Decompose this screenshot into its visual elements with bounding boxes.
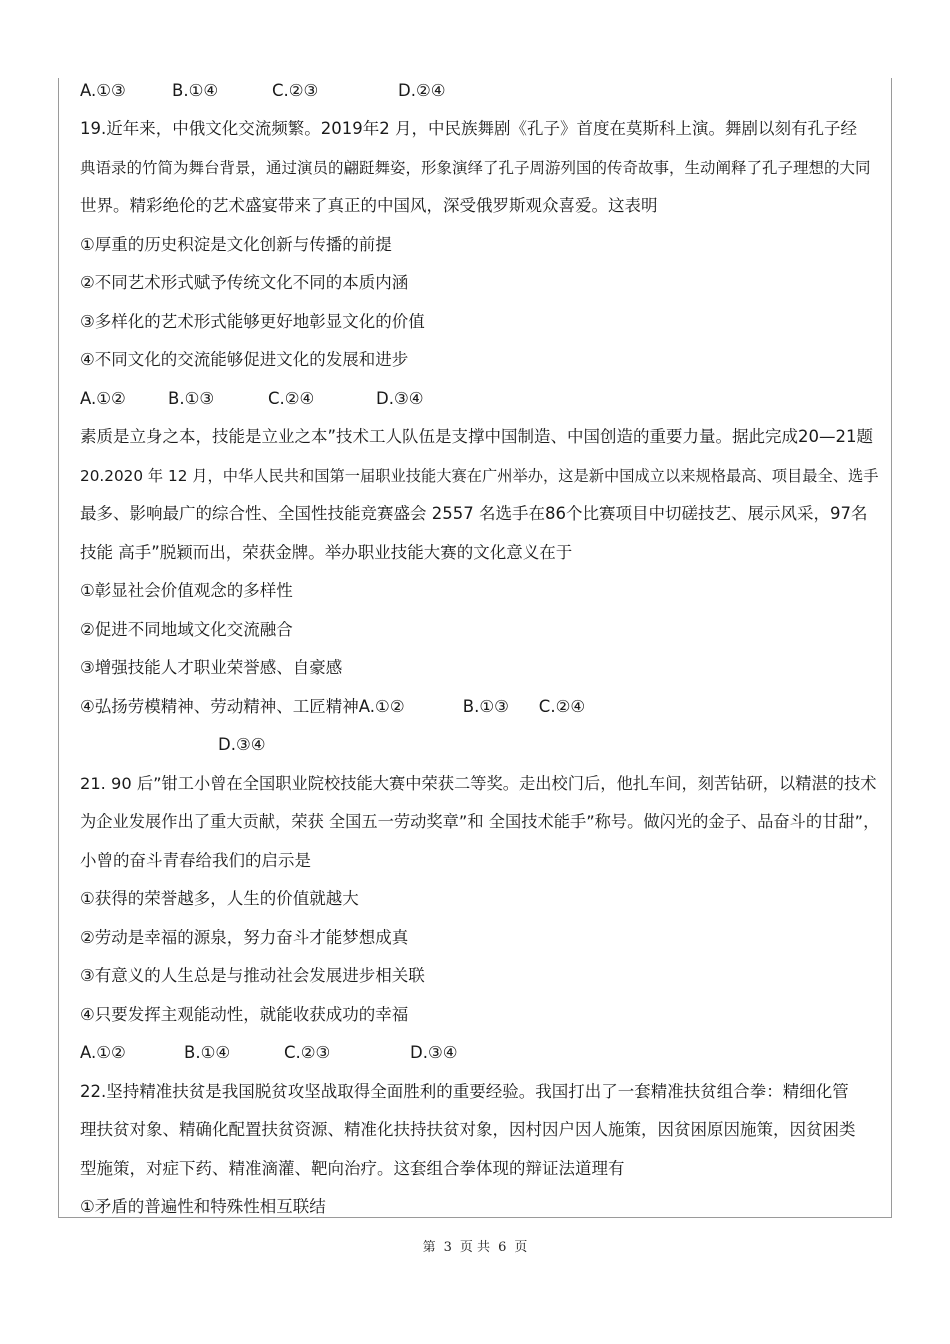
page-footer [0, 1236, 950, 1255]
q22-stem-line: 理扶贫对象、精确化配置扶贫资源、精准化扶持扶贫对象，因村因户因人施策，因贫困原因施策，因贫困类 [80, 1120, 856, 1139]
q20-option-c: C.②④ [538, 696, 586, 716]
q18-option-a: A.①③ [80, 81, 126, 100]
q22-stem-line: 22.坚持精准扶贫是我国脱贫攻坚战取得全面胜利的重要经验。我国打出了一套精准扶贫组合拳：精细化管 [80, 1081, 849, 1101]
q21-stem-line: 为企业发展作出了重大贡献，荣获 全国五一劳动奖章”和 全国技术能手”称号。做闪光的金子、品奋斗的甘甜”， [80, 812, 880, 831]
q19-option-d: D.③④ [376, 388, 424, 408]
q20-item: ②促进不同地域文化交流融合 [80, 619, 293, 639]
footer-prefix: 第 [422, 1240, 436, 1255]
q20-item: ③增强技能人才职业荣誉感、自豪感 [80, 658, 343, 677]
footer-middle: 页 共 [459, 1240, 491, 1255]
q22-item: ①矛盾的普遍性和特殊性相互联结 [80, 1197, 326, 1216]
q18-option-c: C.②③ [272, 81, 319, 100]
q18-option-b: B.①④ [172, 81, 219, 100]
q21-item: ④只要发挥主观能动性，就能收获成功的幸福 [80, 1004, 409, 1024]
footer-total-pages: 6 [498, 1240, 507, 1255]
q21-item: ③有意义的人生总是与推动社会发展进步相关联 [80, 966, 425, 985]
q20-option-d: D.③④ [218, 735, 266, 754]
q19-option-c: C.②④ [268, 388, 315, 408]
q20-stem-line: 技能 高手”脱颖而出，荣获金牌。举办职业技能大赛的文化意义在于 [80, 542, 573, 562]
q20-item: ①彰显社会价值观念的多样性 [80, 581, 293, 600]
q22-stem-line: 型施策，对症下药、精准滴灌、靶向治疗。这套组合拳体现的辩证法道理有 [80, 1158, 625, 1178]
q19-option-a: A.①② [80, 388, 126, 408]
q20-option-a: A.①② [358, 696, 405, 716]
q20-option-d-line [80, 734, 880, 773]
q18-options [80, 80, 880, 118]
footer-suffix: 页 [514, 1240, 528, 1255]
q21-item: ①获得的荣誉越多，人生的价值就越大 [80, 889, 359, 908]
q21-stem-line: 21. 90 后”钳工小曾在全国职业院校技能大赛中荣获二等奖。走出校门后，他扎车间，刻苦钻研，以精湛的技术 [80, 773, 877, 793]
q20-item: ④弘扬劳模精神、劳动精神、工匠精神 [80, 696, 359, 716]
q21-option-c: C.②③ [284, 1043, 331, 1062]
q19-option-b: B.①③ [168, 388, 215, 408]
q18-option-d: D.②④ [398, 81, 446, 100]
q20-stem-line: 20.2020 年 12 月，中华人民共和国第一届职业技能大赛在广州举办，这是新中国成立以来规格最高、项目最全、选手 [80, 466, 879, 485]
q20-option-b: B.①③ [462, 696, 509, 716]
q20-item4-with-options [80, 696, 880, 735]
q21-option-b: B.①④ [184, 1043, 231, 1062]
footer-page-number: 3 [443, 1240, 452, 1255]
intro-20-21: 素质是立身之本，技能是立业之本”技术工人队伍是支撑中国制造、中国创造的重要力量。据此完成20—21题 [80, 427, 874, 446]
q19-item: ④不同文化的交流能够促进文化的发展和进步 [80, 350, 409, 369]
q21-stem-line: 小曾的奋斗青春给我们的启示是 [80, 850, 311, 870]
exam-content [80, 80, 880, 1235]
q19-stem-line: 典语录的竹简为舞台背景，通过演员的翩跹舞姿，形象演绎了孔子周游列国的传奇故事，生动阐释了孔子理想的大同 [80, 158, 871, 177]
q19-item: ③多样化的艺术形式能够更好地彰显文化的价值 [80, 311, 425, 331]
q19-options [80, 388, 880, 427]
q19-item: ②不同艺术形式赋予传统文化不同的本质内涵 [80, 273, 409, 292]
q21-option-d: D.③④ [410, 1043, 458, 1062]
q21-options [80, 1042, 880, 1081]
q21-item: ②劳动是幸福的源泉，努力奋斗才能梦想成真 [80, 927, 409, 947]
q19-item: ①厚重的历史积淀是文化创新与传播的前提 [80, 234, 392, 254]
q20-stem-line: 最多、影响最广的综合性、全国性技能竞赛盛会 2557 名选手在86个比赛项目中切磋技艺、展示风采，97名 [80, 504, 868, 523]
q19-stem-line: 世界。精彩绝伦的艺术盛宴带来了真正的中国风，深受俄罗斯观众喜爱。这表明 [80, 196, 658, 215]
q19-stem-line: 19.近年来，中俄文化交流频繁。2019年2 月，中民族舞剧《孔子》首度在莫斯科上演。舞剧以刻有孔子经 [80, 119, 857, 138]
q21-option-a: A.①② [80, 1043, 126, 1062]
